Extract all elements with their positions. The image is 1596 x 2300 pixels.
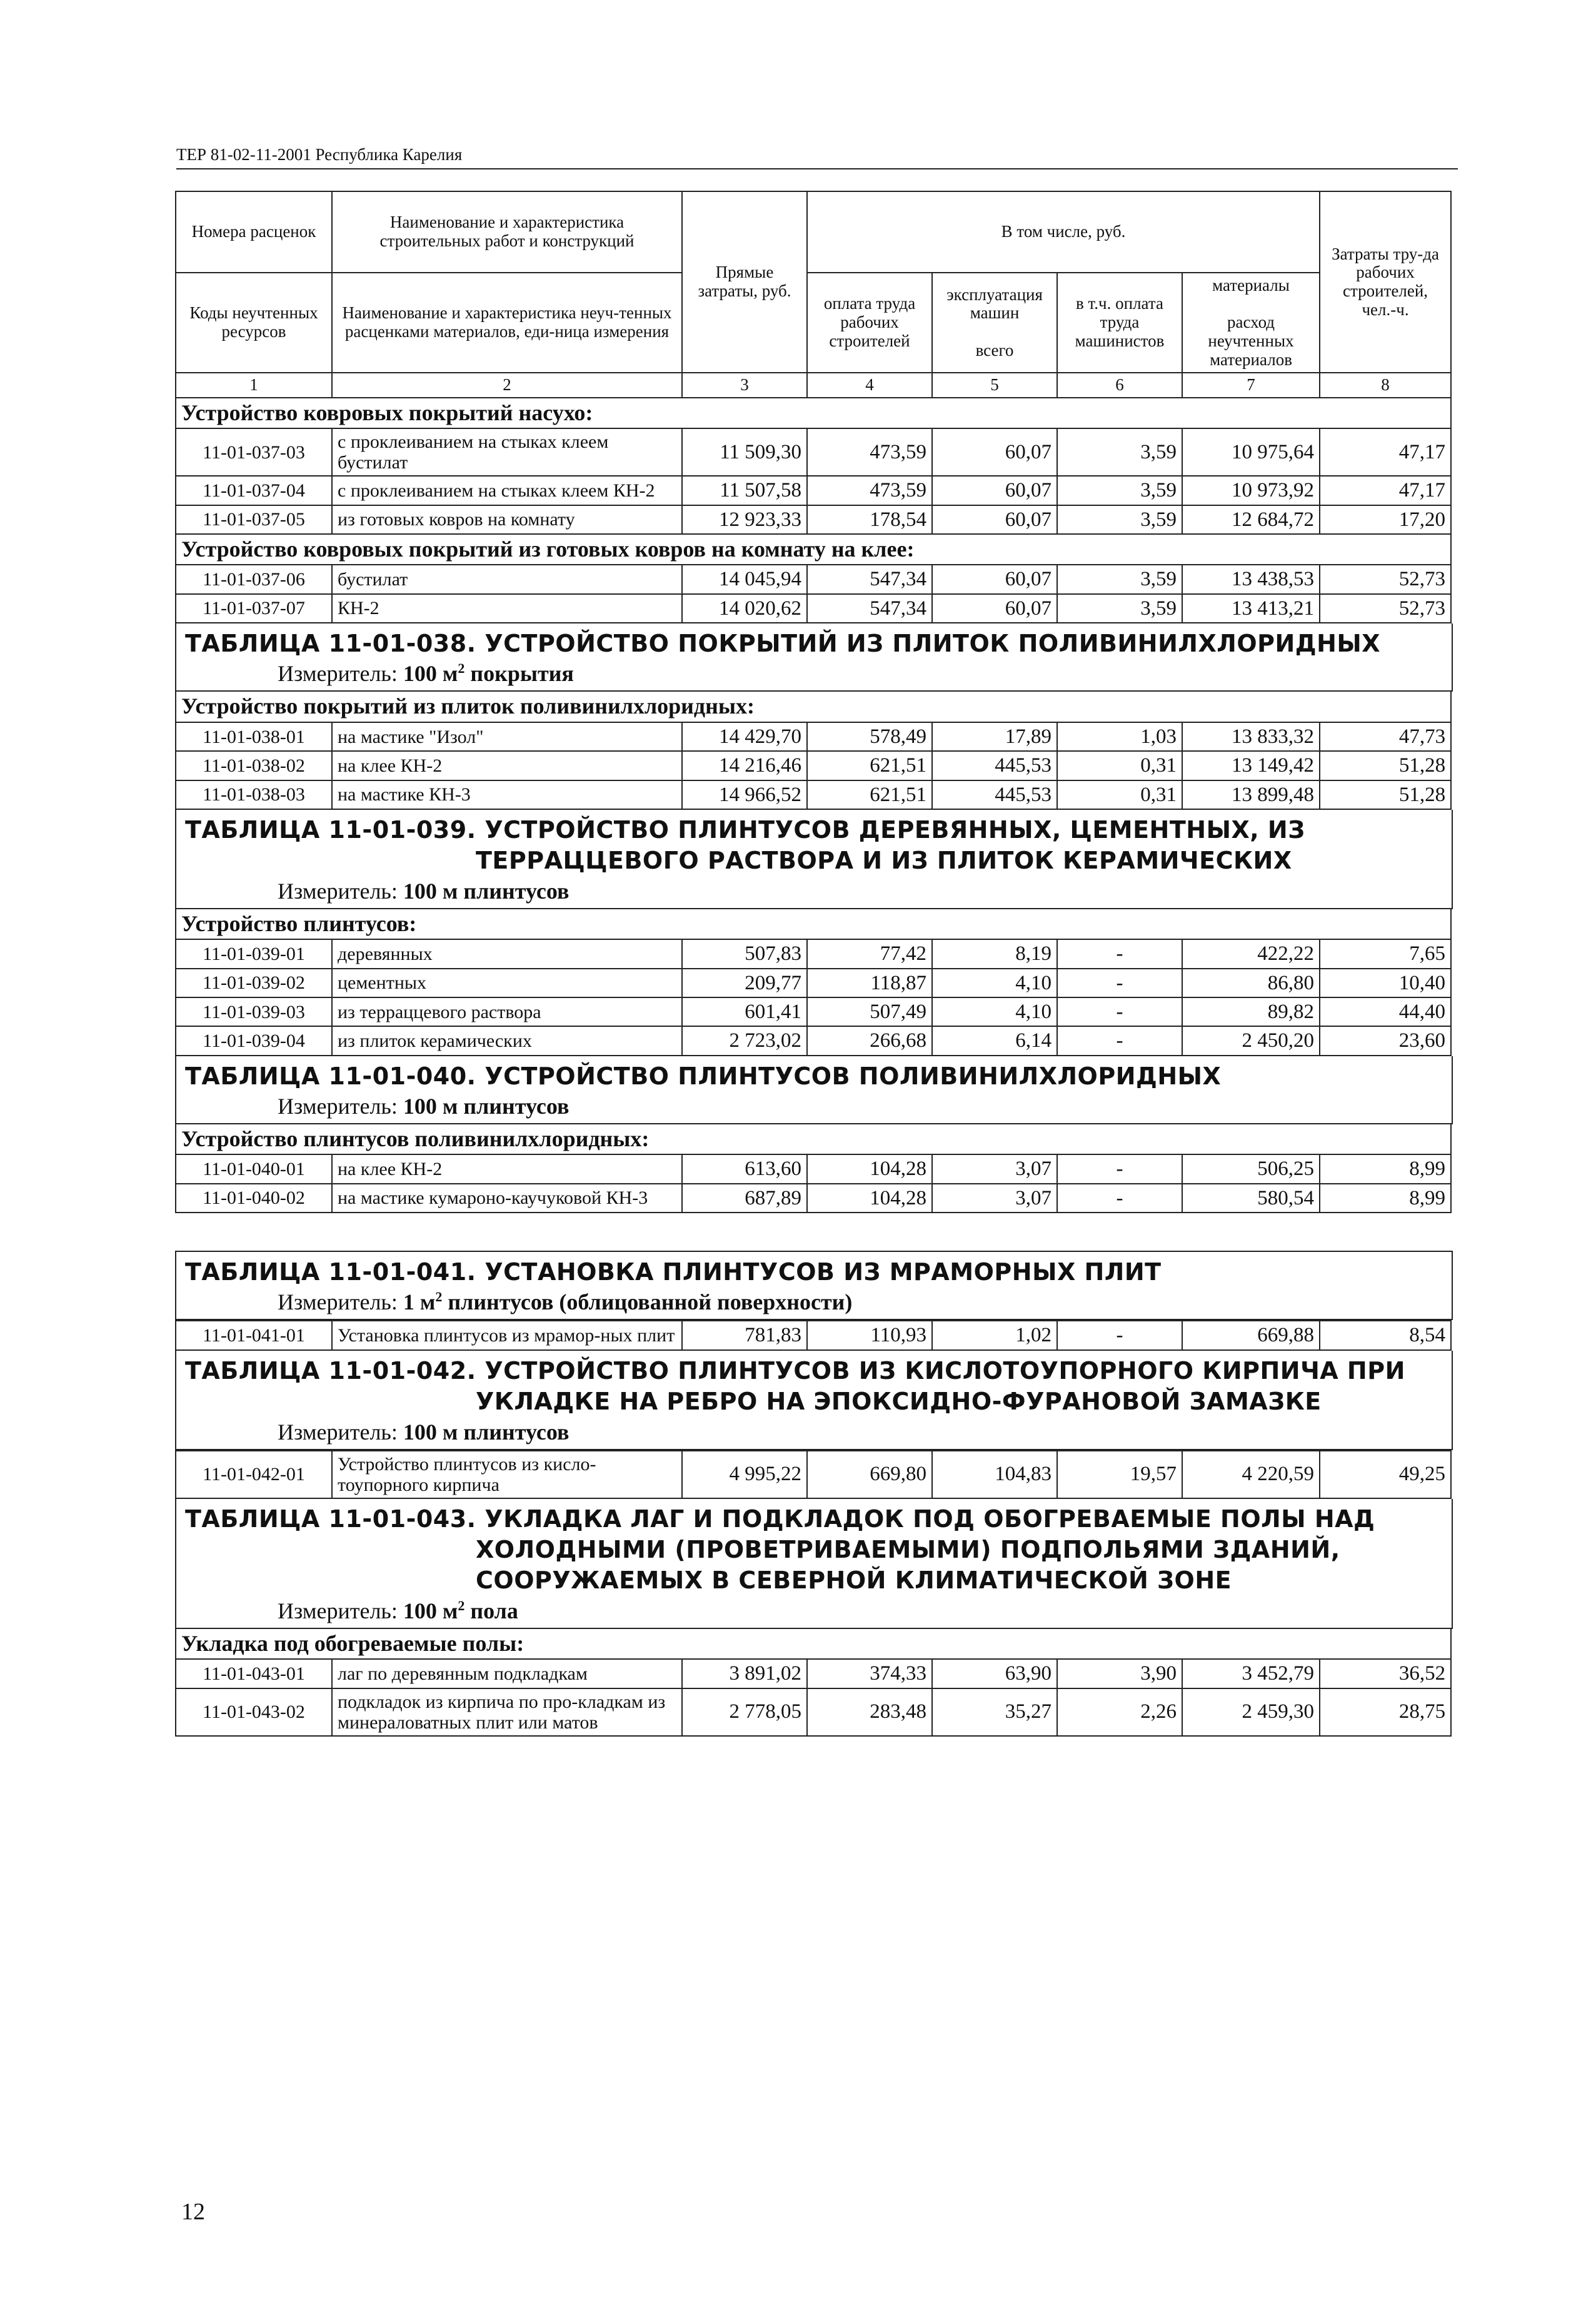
section-subtitle-row bbox=[176, 692, 1451, 722]
meter-unit: 100 м плинтусов bbox=[403, 878, 570, 904]
rate-code: 11-01-043-01 bbox=[176, 1659, 332, 1688]
labor-pay-value: 178,54 bbox=[807, 505, 932, 534]
labor-hours-value: 44,40 bbox=[1320, 997, 1451, 1026]
machinists-pay-value: - bbox=[1057, 939, 1182, 968]
col-machines-total-label: всего bbox=[975, 340, 1014, 360]
labor-pay-value: 621,51 bbox=[807, 780, 932, 809]
rates-table bbox=[175, 1629, 1452, 1737]
materials-value: 12 684,72 bbox=[1182, 505, 1320, 534]
page-header: ТЕР 81-02-11-2001 Республика Карелия bbox=[176, 145, 1458, 169]
col-labor-hours: Затраты тру-да рабочих строителей, чел.-ч. bbox=[1320, 191, 1451, 373]
header-table bbox=[175, 191, 1452, 398]
direct-costs-value: 2 723,02 bbox=[682, 1026, 807, 1055]
machines-value: 6,14 bbox=[932, 1026, 1057, 1055]
column-number-3: 3 bbox=[682, 373, 807, 398]
direct-costs-value: 14 216,46 bbox=[682, 751, 807, 780]
rate-name: с проклеиванием на стыках клеем бустилат bbox=[332, 428, 682, 476]
rate-name: на клее КН-2 bbox=[332, 1154, 682, 1183]
rate-code: 11-01-043-02 bbox=[176, 1688, 332, 1736]
meter-line bbox=[185, 878, 1443, 904]
table-row bbox=[176, 428, 1451, 476]
meter-label: Измеритель: bbox=[278, 878, 403, 904]
table-section bbox=[175, 1251, 1453, 1320]
labor-hours-value: 47,17 bbox=[1320, 476, 1451, 505]
rate-name: из готовых ковров на комнату bbox=[332, 505, 682, 534]
table-row bbox=[176, 565, 1451, 593]
materials-value: 10 973,92 bbox=[1182, 476, 1320, 505]
rate-name: Устройство плинтусов из кисло-тоупорного кирпича bbox=[332, 1451, 682, 1498]
table-section bbox=[175, 1351, 1453, 1450]
table-row bbox=[176, 780, 1451, 809]
labor-hours-value: 51,28 bbox=[1320, 751, 1451, 780]
meter-value bbox=[403, 1094, 570, 1119]
rates-table bbox=[175, 1450, 1452, 1499]
rate-name: КН-2 bbox=[332, 594, 682, 623]
materials-value: 89,82 bbox=[1182, 997, 1320, 1026]
materials-value: 3 452,79 bbox=[1182, 1659, 1320, 1688]
meter-value bbox=[403, 879, 570, 904]
labor-pay-value: 104,28 bbox=[807, 1184, 932, 1213]
col-codes: Коды неучтенных ресурсов bbox=[176, 273, 332, 373]
machines-value: 1,02 bbox=[932, 1321, 1057, 1349]
materials-value: 2 459,30 bbox=[1182, 1688, 1320, 1736]
rates-table bbox=[175, 909, 1452, 1056]
meter-unit-power: 2 bbox=[435, 1289, 443, 1305]
direct-costs-value: 14 020,62 bbox=[682, 594, 807, 623]
rate-name: подкладок из кирпича по про-кладкам из минераловатных плит или матов bbox=[332, 1688, 682, 1736]
table-row bbox=[176, 1184, 1451, 1213]
section-subtitle-row bbox=[176, 1124, 1451, 1155]
labor-hours-value: 36,52 bbox=[1320, 1659, 1451, 1688]
table-title-continuation: ТЕРРАЦЦЕВОГО РАСТВОРА И ИЗ ПЛИТОК КЕРАМИЧЕСКИХ bbox=[476, 847, 1292, 875]
machinists-pay-value: - bbox=[1057, 1026, 1182, 1055]
col-rate-numbers: Номера расценок bbox=[176, 191, 332, 273]
table-title-text: ТАБЛИЦА 11-01-040. УСТРОЙСТВО ПЛИНТУСОВ ПОЛИВИНИЛХЛОРИДНЫХ bbox=[185, 1062, 1222, 1090]
machinists-pay-value: 1,03 bbox=[1057, 722, 1182, 751]
rate-code: 11-01-039-02 bbox=[176, 969, 332, 997]
rate-name: из терраццевого раствора bbox=[332, 997, 682, 1026]
document-body bbox=[175, 191, 1450, 1737]
table-title bbox=[185, 1504, 1443, 1596]
labor-pay-value: 374,33 bbox=[807, 1659, 932, 1688]
machines-value: 4,10 bbox=[932, 997, 1057, 1026]
meter-value bbox=[403, 1598, 518, 1623]
table-title-continuation: УКЛАДКЕ НА РЕБРО НА ЭПОКСИДНО-ФУРАНОВОЙ ЗАМАЗКЕ bbox=[476, 1388, 1322, 1416]
table-section bbox=[175, 1499, 1453, 1629]
meter-line bbox=[185, 1598, 1443, 1624]
rate-name: лаг по деревянным подкладкам bbox=[332, 1659, 682, 1688]
rate-code: 11-01-042-01 bbox=[176, 1451, 332, 1498]
rate-name: на клее КН-2 bbox=[332, 751, 682, 780]
labor-pay-value: 621,51 bbox=[807, 751, 932, 780]
meter-line bbox=[185, 1093, 1443, 1119]
materials-value: 10 975,64 bbox=[1182, 428, 1320, 476]
materials-value: 13 899,48 bbox=[1182, 780, 1320, 809]
table-row bbox=[176, 1659, 1451, 1688]
rate-code: 11-01-039-01 bbox=[176, 939, 332, 968]
column-numbers-row bbox=[176, 373, 1451, 398]
section-subtitle: Укладка под обогреваемые полы: bbox=[176, 1629, 1451, 1660]
direct-costs-value: 11 507,58 bbox=[682, 476, 807, 505]
machines-value: 35,27 bbox=[932, 1688, 1057, 1736]
labor-pay-value: 547,34 bbox=[807, 594, 932, 623]
section-subtitle: Устройство плинтусов поливинилхлоридных: bbox=[176, 1124, 1451, 1155]
section-subtitle: Устройство покрытий из плиток поливинилхлоридных: bbox=[176, 692, 1451, 722]
table-title-continuation: ХОЛОДНЫМИ (ПРОВЕТРИВАЕМЫМИ) ПОДПОЛЬЯМИ ЗДАНИЙ, СООРУЖАЕМЫХ В СЕВЕРНОЙ КЛИМАТИЧЕСКОЙ ЗОНЕ bbox=[476, 1535, 1340, 1595]
col-including: В том числе, руб. bbox=[807, 191, 1320, 273]
table-row bbox=[176, 1026, 1451, 1055]
meter-label: Измеритель: bbox=[278, 1093, 403, 1119]
rate-code: 11-01-039-04 bbox=[176, 1026, 332, 1055]
direct-costs-value: 14 045,94 bbox=[682, 565, 807, 593]
meter-value bbox=[403, 1420, 570, 1445]
col-machines-label: эксплуатация машин bbox=[946, 285, 1043, 323]
machinists-pay-value: - bbox=[1057, 1321, 1182, 1349]
machines-value: 60,07 bbox=[932, 594, 1057, 623]
rate-name: из плиток керамических bbox=[332, 1026, 682, 1055]
table-row bbox=[176, 1688, 1451, 1736]
section-subtitle: Устройство плинтусов: bbox=[176, 909, 1451, 940]
column-number-8: 8 bbox=[1320, 373, 1451, 398]
rates-table bbox=[175, 692, 1452, 809]
content-area bbox=[175, 398, 1450, 1737]
machinists-pay-value: 2,26 bbox=[1057, 1688, 1182, 1736]
table-row bbox=[176, 939, 1451, 968]
col-machinists-pay: в т.ч. оплата труда машинистов bbox=[1057, 273, 1182, 373]
rate-code: 11-01-038-01 bbox=[176, 722, 332, 751]
machines-value: 3,07 bbox=[932, 1184, 1057, 1213]
machines-value: 4,10 bbox=[932, 969, 1057, 997]
machinists-pay-value: 0,31 bbox=[1057, 751, 1182, 780]
col-name-unaccounted: Наименование и характеристика неуч-тенных расценками материалов, еди-ница измерения bbox=[332, 273, 682, 373]
table-row bbox=[176, 997, 1451, 1026]
table-title-text: ТАБЛИЦА 11-01-038. УСТРОЙСТВО ПОКРЫТИЙ ИЗ ПЛИТОК ПОЛИВИНИЛХЛОРИДНЫХ bbox=[185, 630, 1381, 658]
labor-hours-value: 8,99 bbox=[1320, 1184, 1451, 1213]
machines-value: 445,53 bbox=[932, 751, 1057, 780]
direct-costs-value: 601,41 bbox=[682, 997, 807, 1026]
section-subtitle-row bbox=[176, 398, 1451, 429]
labor-hours-value: 23,60 bbox=[1320, 1026, 1451, 1055]
rate-code: 11-01-037-03 bbox=[176, 428, 332, 476]
labor-hours-value: 47,17 bbox=[1320, 428, 1451, 476]
section-subtitle: Устройство ковровых покрытий насухо: bbox=[176, 398, 1451, 429]
direct-costs-value: 507,83 bbox=[682, 939, 807, 968]
rates-table bbox=[175, 1124, 1452, 1213]
column-number-1: 1 bbox=[176, 373, 332, 398]
machinists-pay-value: - bbox=[1057, 969, 1182, 997]
table-row bbox=[176, 1321, 1451, 1349]
table-row bbox=[176, 722, 1451, 751]
direct-costs-value: 14 429,70 bbox=[682, 722, 807, 751]
rate-code: 11-01-038-03 bbox=[176, 780, 332, 809]
table-title bbox=[185, 1061, 1443, 1092]
materials-value: 669,88 bbox=[1182, 1321, 1320, 1349]
materials-value: 4 220,59 bbox=[1182, 1451, 1320, 1498]
section-subtitle-row bbox=[176, 909, 1451, 940]
machines-value: 8,19 bbox=[932, 939, 1057, 968]
meter-object: покрытия bbox=[464, 661, 574, 687]
machines-value: 104,83 bbox=[932, 1451, 1057, 1498]
materials-value: 13 438,53 bbox=[1182, 565, 1320, 593]
meter-unit-power: 2 bbox=[458, 660, 465, 677]
machines-value: 60,07 bbox=[932, 428, 1057, 476]
direct-costs-value: 3 891,02 bbox=[682, 1659, 807, 1688]
machinists-pay-value: 0,31 bbox=[1057, 780, 1182, 809]
rate-code: 11-01-040-02 bbox=[176, 1184, 332, 1213]
column-number-4: 4 bbox=[807, 373, 932, 398]
machinists-pay-value: 3,59 bbox=[1057, 476, 1182, 505]
rate-code: 11-01-037-04 bbox=[176, 476, 332, 505]
rate-code: 11-01-037-07 bbox=[176, 594, 332, 623]
rate-name: с проклеиванием на стыках клеем КН-2 bbox=[332, 476, 682, 505]
section-subtitle-row bbox=[176, 534, 1451, 565]
machinists-pay-value: 3,59 bbox=[1057, 505, 1182, 534]
table-row bbox=[176, 1451, 1451, 1498]
rate-code: 11-01-040-01 bbox=[176, 1154, 332, 1183]
materials-value: 13 413,21 bbox=[1182, 594, 1320, 623]
col-materials bbox=[1182, 273, 1320, 373]
col-labor-pay: оплата труда рабочих строителей bbox=[807, 273, 932, 373]
labor-pay-value: 473,59 bbox=[807, 476, 932, 505]
table-title bbox=[185, 628, 1443, 659]
labor-pay-value: 104,28 bbox=[807, 1154, 932, 1183]
labor-pay-value: 77,42 bbox=[807, 939, 932, 968]
rate-name: на мастике КН-3 bbox=[332, 780, 682, 809]
table-title-text: ТАБЛИЦА 11-01-042. УСТРОЙСТВО ПЛИНТУСОВ ИЗ КИСЛОТОУПОРНОГО КИРПИЧА ПРИ bbox=[185, 1356, 1405, 1385]
rates-table bbox=[175, 1320, 1452, 1350]
direct-costs-value: 613,60 bbox=[682, 1154, 807, 1183]
labor-pay-value: 473,59 bbox=[807, 428, 932, 476]
machines-value: 445,53 bbox=[932, 780, 1057, 809]
labor-hours-value: 17,20 bbox=[1320, 505, 1451, 534]
labor-pay-value: 669,80 bbox=[807, 1451, 932, 1498]
labor-hours-value: 49,25 bbox=[1320, 1451, 1451, 1498]
meter-unit: 100 м bbox=[403, 1598, 458, 1623]
rate-code: 11-01-037-05 bbox=[176, 505, 332, 534]
labor-hours-value: 52,73 bbox=[1320, 565, 1451, 593]
table-title bbox=[185, 815, 1443, 877]
labor-pay-value: 266,68 bbox=[807, 1026, 932, 1055]
table-row bbox=[176, 969, 1451, 997]
column-number-7: 7 bbox=[1182, 373, 1320, 398]
meter-label: Измеритель: bbox=[278, 661, 403, 687]
machinists-pay-value: - bbox=[1057, 1184, 1182, 1213]
machinists-pay-value: 3,59 bbox=[1057, 565, 1182, 593]
table-section bbox=[175, 1056, 1453, 1124]
section-subtitle-row bbox=[176, 1629, 1451, 1660]
machines-value: 3,07 bbox=[932, 1154, 1057, 1183]
meter-value bbox=[403, 1289, 853, 1314]
table-title bbox=[185, 1257, 1443, 1288]
meter-unit: 100 м плинтусов bbox=[403, 1093, 570, 1119]
col-direct-costs: Прямые затраты, руб. bbox=[682, 191, 807, 373]
table-row bbox=[176, 594, 1451, 623]
table-title-text: ТАБЛИЦА 11-01-041. УСТАНОВКА ПЛИНТУСОВ ИЗ МРАМОРНЫХ ПЛИТ bbox=[185, 1258, 1162, 1286]
rate-code: 11-01-038-02 bbox=[176, 751, 332, 780]
machines-value: 60,07 bbox=[932, 476, 1057, 505]
materials-value: 422,22 bbox=[1182, 939, 1320, 968]
direct-costs-value: 12 923,33 bbox=[682, 505, 807, 534]
rate-name: цементных bbox=[332, 969, 682, 997]
table-row bbox=[176, 505, 1451, 534]
column-number-6: 6 bbox=[1057, 373, 1182, 398]
table-row bbox=[176, 476, 1451, 505]
rate-name: Установка плинтусов из мрамор-ных плит bbox=[332, 1321, 682, 1349]
table-title-text: ТАБЛИЦА 11-01-043. УКЛАДКА ЛАГ И ПОДКЛАДОК ПОД ОБОГРЕВАЕМЫЕ ПОЛЫ НАД bbox=[185, 1505, 1375, 1533]
machines-value: 60,07 bbox=[932, 565, 1057, 593]
machinists-pay-value: 19,57 bbox=[1057, 1451, 1182, 1498]
meter-line bbox=[185, 660, 1443, 687]
meter-label: Измеритель: bbox=[278, 1419, 403, 1445]
meter-unit: 100 м плинтусов bbox=[403, 1419, 570, 1445]
materials-value: 2 450,20 bbox=[1182, 1026, 1320, 1055]
rate-code: 11-01-039-03 bbox=[176, 997, 332, 1026]
meter-line bbox=[185, 1419, 1443, 1445]
meter-unit: 1 м bbox=[403, 1289, 436, 1315]
section-subtitle: Устройство ковровых покрытий из готовых ковров на комнату на клее: bbox=[176, 534, 1451, 565]
labor-pay-value: 507,49 bbox=[807, 997, 932, 1026]
rate-code: 11-01-037-06 bbox=[176, 565, 332, 593]
col-name-header: Наименование и характеристика строительных работ и конструкций bbox=[332, 191, 682, 273]
labor-pay-value: 118,87 bbox=[807, 969, 932, 997]
labor-pay-value: 110,93 bbox=[807, 1321, 932, 1349]
col-machines-total bbox=[932, 273, 1057, 373]
labor-hours-value: 10,40 bbox=[1320, 969, 1451, 997]
direct-costs-value: 2 778,05 bbox=[682, 1688, 807, 1736]
rate-code: 11-01-041-01 bbox=[176, 1321, 332, 1349]
machinists-pay-value: 3,59 bbox=[1057, 594, 1182, 623]
meter-object: пола bbox=[464, 1598, 518, 1623]
labor-hours-value: 8,54 bbox=[1320, 1321, 1451, 1349]
machines-value: 60,07 bbox=[932, 505, 1057, 534]
machinists-pay-value: 3,59 bbox=[1057, 428, 1182, 476]
labor-hours-value: 51,28 bbox=[1320, 780, 1451, 809]
table-title bbox=[185, 1356, 1443, 1418]
materials-value: 86,80 bbox=[1182, 969, 1320, 997]
meter-line bbox=[185, 1289, 1443, 1315]
col-materials-unaccounted: расход неучтенных материалов bbox=[1208, 313, 1294, 369]
labor-pay-value: 547,34 bbox=[807, 565, 932, 593]
labor-hours-value: 52,73 bbox=[1320, 594, 1451, 623]
col-materials-label: материалы bbox=[1212, 275, 1290, 295]
table-row bbox=[176, 751, 1451, 780]
labor-hours-value: 47,73 bbox=[1320, 722, 1451, 751]
labor-pay-value: 578,49 bbox=[807, 722, 932, 751]
machines-value: 63,90 bbox=[932, 1659, 1057, 1688]
table-title-text: ТАБЛИЦА 11-01-039. УСТРОЙСТВО ПЛИНТУСОВ ДЕРЕВЯННЫХ, ЦЕМЕНТНЫХ, ИЗ bbox=[185, 815, 1305, 844]
materials-value: 13 833,32 bbox=[1182, 722, 1320, 751]
labor-hours-value: 7,65 bbox=[1320, 939, 1451, 968]
labor-hours-value: 8,99 bbox=[1320, 1154, 1451, 1183]
direct-costs-value: 209,77 bbox=[682, 969, 807, 997]
meter-unit: 100 м bbox=[403, 661, 458, 687]
rates-table bbox=[175, 398, 1452, 623]
materials-value: 506,25 bbox=[1182, 1154, 1320, 1183]
meter-label: Измеритель: bbox=[278, 1289, 403, 1315]
direct-costs-value: 687,89 bbox=[682, 1184, 807, 1213]
column-number-2: 2 bbox=[332, 373, 682, 398]
materials-value: 580,54 bbox=[1182, 1184, 1320, 1213]
meter-value bbox=[403, 661, 574, 686]
rate-name: на мастике кумароно-каучуковой КН-3 bbox=[332, 1184, 682, 1213]
machinists-pay-value: - bbox=[1057, 1154, 1182, 1183]
machinists-pay-value: 3,90 bbox=[1057, 1659, 1182, 1688]
rate-name: бустилат bbox=[332, 565, 682, 593]
machinists-pay-value: - bbox=[1057, 997, 1182, 1026]
direct-costs-value: 11 509,30 bbox=[682, 428, 807, 476]
rate-name: деревянных bbox=[332, 939, 682, 968]
meter-unit-power: 2 bbox=[458, 1597, 465, 1613]
materials-value: 13 149,42 bbox=[1182, 751, 1320, 780]
meter-label: Измеритель: bbox=[278, 1598, 403, 1623]
meter-object: плинтусов (облицованной поверхности) bbox=[442, 1289, 853, 1315]
direct-costs-value: 781,83 bbox=[682, 1321, 807, 1349]
direct-costs-value: 14 966,52 bbox=[682, 780, 807, 809]
rate-name: на мастике "Изол" bbox=[332, 722, 682, 751]
table-section bbox=[175, 810, 1453, 909]
table-section bbox=[175, 623, 1453, 692]
direct-costs-value: 4 995,22 bbox=[682, 1451, 807, 1498]
table-row bbox=[176, 1154, 1451, 1183]
page-number: 12 bbox=[181, 2199, 205, 2225]
labor-hours-value: 28,75 bbox=[1320, 1688, 1451, 1736]
column-number-5: 5 bbox=[932, 373, 1057, 398]
labor-pay-value: 283,48 bbox=[807, 1688, 932, 1736]
machines-value: 17,89 bbox=[932, 722, 1057, 751]
